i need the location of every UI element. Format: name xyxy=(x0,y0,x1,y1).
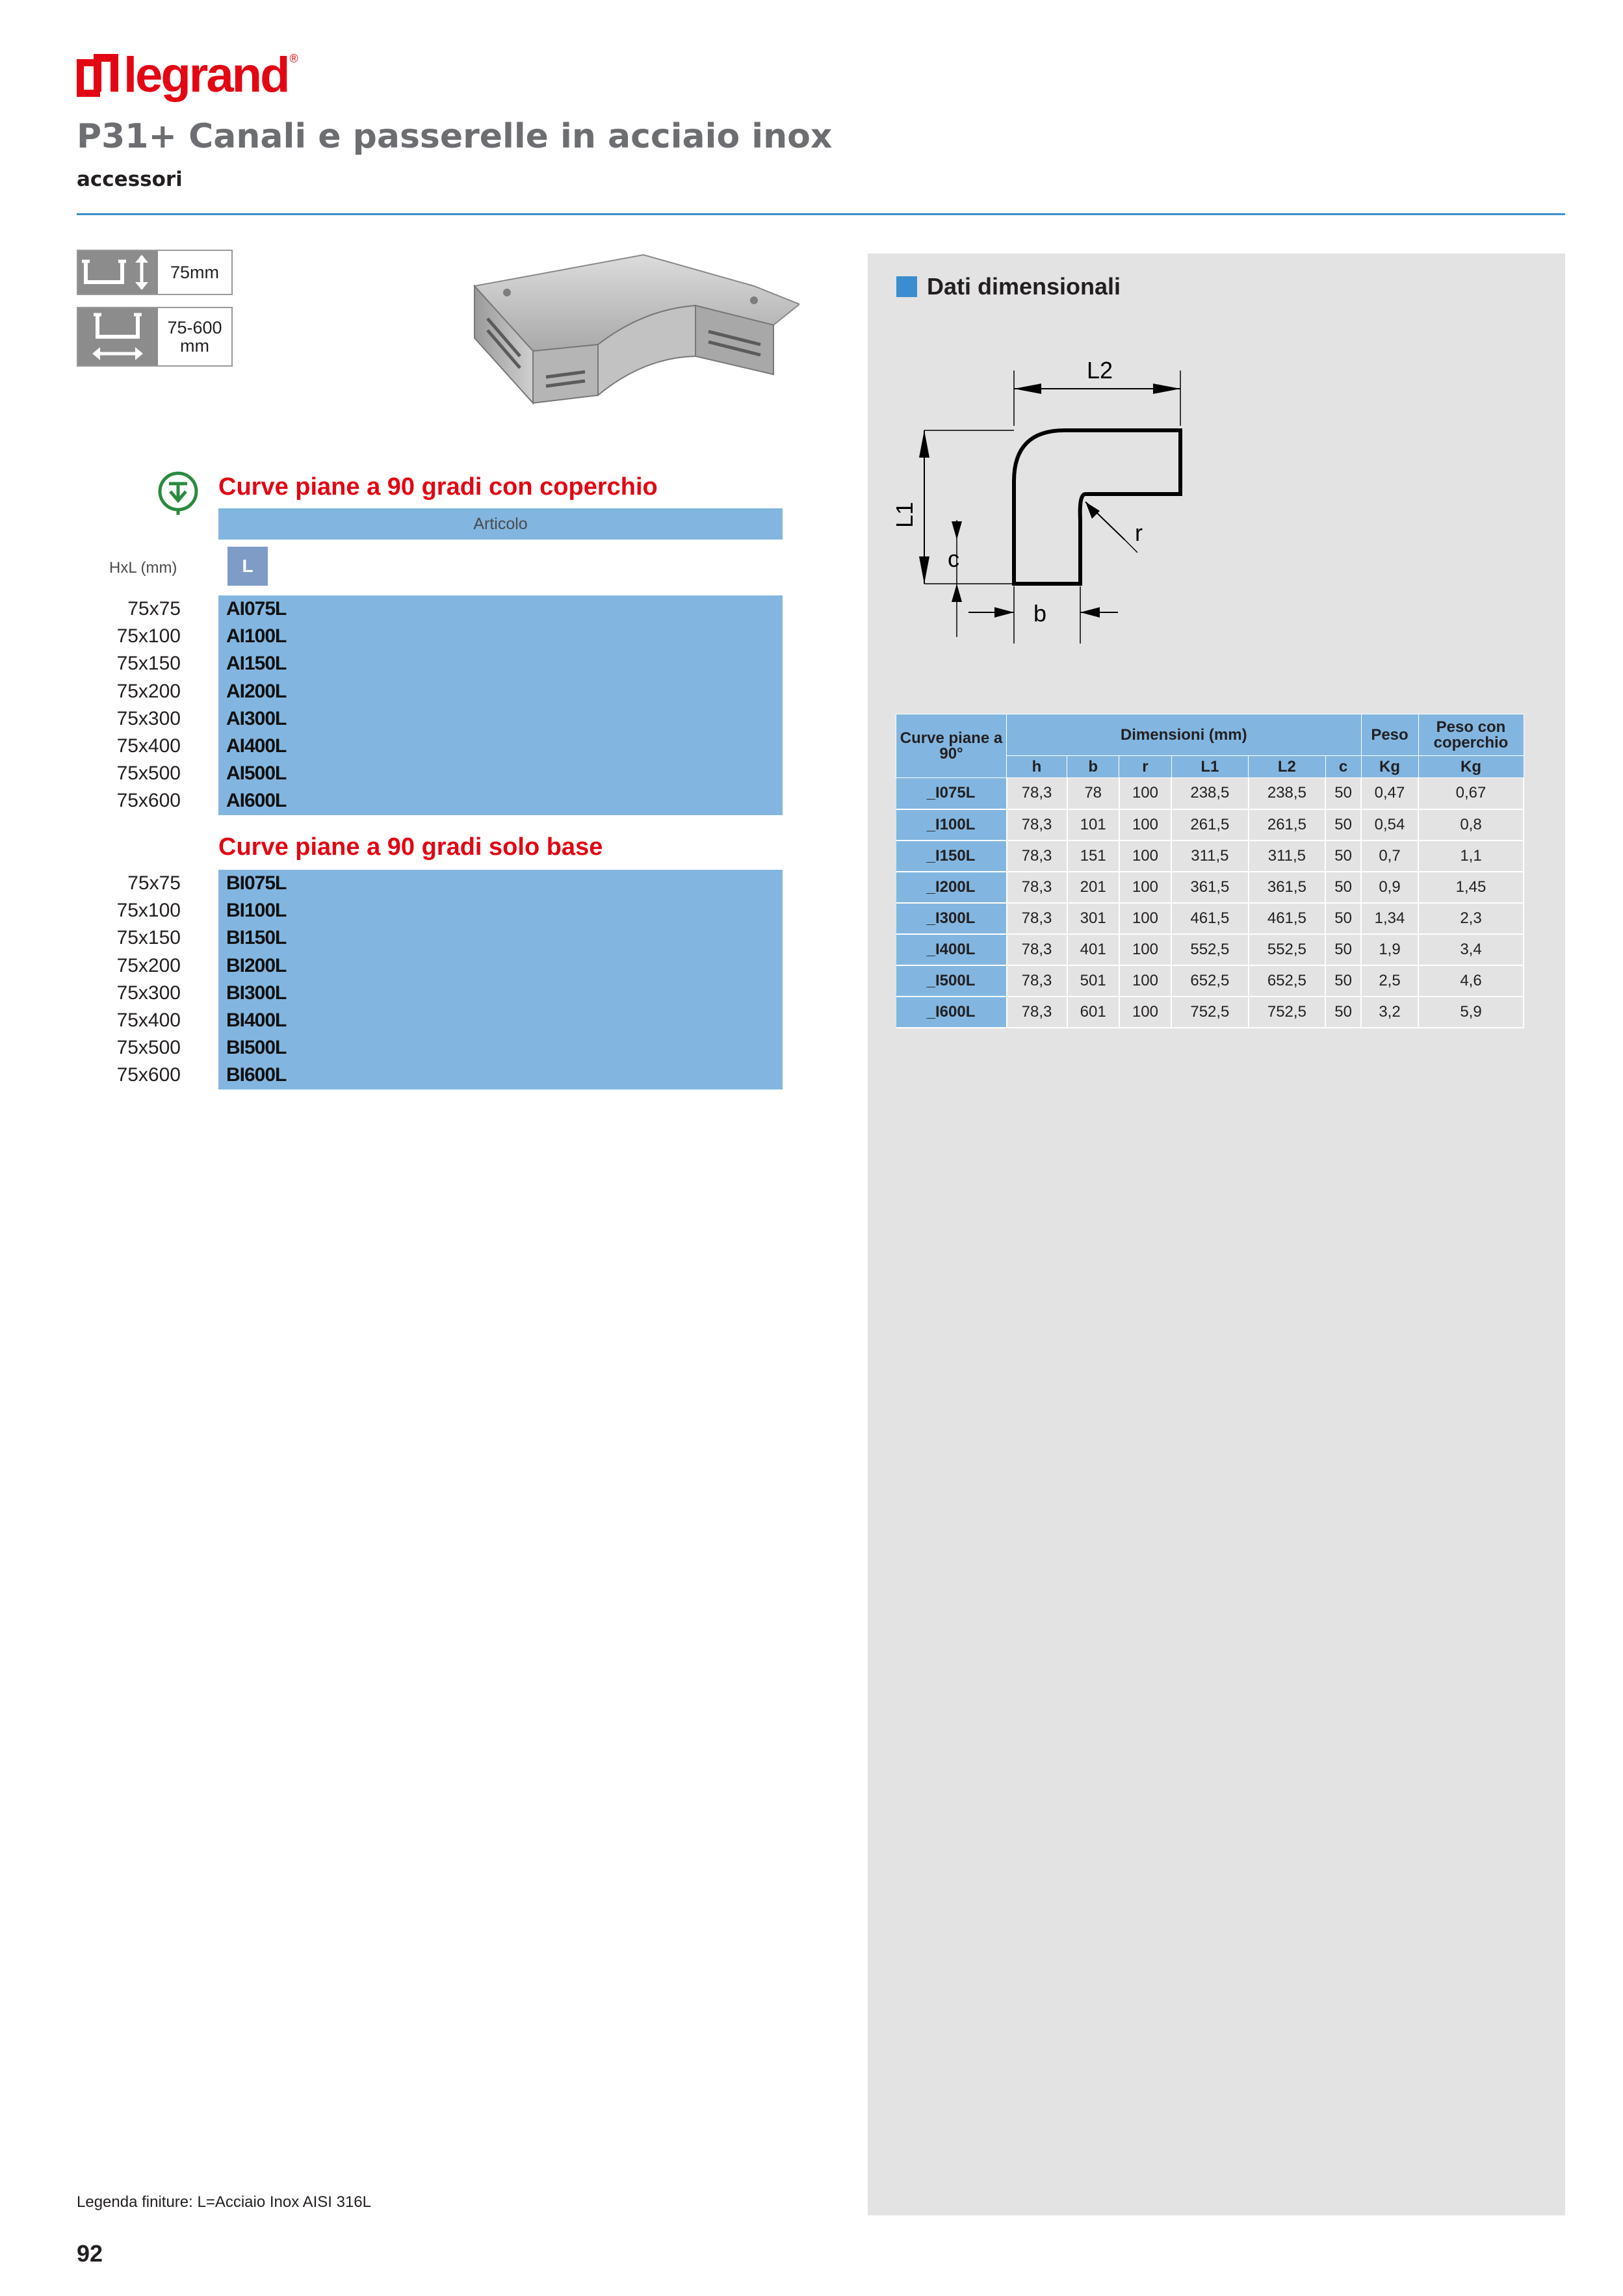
row-value-cell: 552,5 xyxy=(1249,934,1326,965)
size-cell: 75x400 xyxy=(116,1009,181,1031)
row-value-cell: 0,9 xyxy=(1361,872,1418,903)
row-value-cell: 50 xyxy=(1325,934,1361,965)
sub-header-c: c xyxy=(1325,756,1361,778)
row-value-cell: 100 xyxy=(1119,965,1171,997)
product-photo xyxy=(448,247,799,436)
sub-header-r: r xyxy=(1119,756,1171,778)
row-value-cell: 0,8 xyxy=(1418,809,1524,841)
article-code: BI300L xyxy=(226,982,287,1004)
size-cell: 75x75 xyxy=(127,872,181,894)
size-cell: 75x300 xyxy=(116,982,181,1004)
row-value-cell: 50 xyxy=(1325,997,1361,1028)
row-value-cell: 151 xyxy=(1067,841,1119,872)
row-value-cell: 552,5 xyxy=(1171,934,1249,965)
size-cell: 75x100 xyxy=(116,900,181,922)
article-code: BI100L xyxy=(226,900,287,922)
article-code: AI100L xyxy=(226,625,287,647)
row-value-cell: 78,3 xyxy=(1007,778,1067,809)
size-cell: 75x75 xyxy=(127,598,181,620)
section-title-base-only: Curve piane a 90 gradi solo base xyxy=(218,833,603,861)
row-value-cell: 3,4 xyxy=(1418,934,1524,965)
width-spec-value: 75-600 mm xyxy=(167,317,222,356)
sub-header-l1: L1 xyxy=(1171,756,1249,778)
bend-dimension-diagram xyxy=(890,345,1202,657)
size-cell: 75x300 xyxy=(116,707,181,729)
label-r: r xyxy=(1135,519,1143,546)
row-value-cell: 78,3 xyxy=(1007,965,1067,997)
row-value-cell: 0,67 xyxy=(1418,778,1524,809)
sub-header-kg-cover: Kg xyxy=(1418,756,1524,778)
legrand-logo xyxy=(77,49,298,101)
page-number: 92 xyxy=(77,2240,103,2267)
row-value-cell: 50 xyxy=(1325,903,1361,934)
codes-list-with-cover xyxy=(218,595,783,815)
row-value-cell: 461,5 xyxy=(1249,903,1326,934)
row-value-cell: 101 xyxy=(1067,809,1119,841)
row-value-cell: 50 xyxy=(1325,841,1361,872)
row-value-cell: 501 xyxy=(1067,965,1119,997)
article-code: BI500L xyxy=(226,1037,287,1059)
page-subtitle: accessori xyxy=(77,168,183,191)
finish-legend: Legenda finiture: L=Acciaio Inox AISI 316L xyxy=(77,2193,371,2211)
row-value-cell: 4,6 xyxy=(1418,965,1524,997)
row-value-cell: 652,5 xyxy=(1171,965,1249,997)
col-peso-header: Peso xyxy=(1361,714,1418,756)
size-cell: 75x200 xyxy=(116,680,181,702)
row-code-cell: _I300L xyxy=(896,903,1007,934)
table-row xyxy=(896,778,1524,809)
row-value-cell: 201 xyxy=(1067,872,1119,903)
row-value-cell: 401 xyxy=(1067,934,1119,965)
article-code: AI075L xyxy=(226,598,287,620)
row-value-cell: 238,5 xyxy=(1249,778,1326,809)
row-value-cell: 50 xyxy=(1325,965,1361,997)
row-value-cell: 3,2 xyxy=(1361,997,1418,1028)
header-divider xyxy=(77,213,1565,215)
row-value-cell: 100 xyxy=(1119,872,1171,903)
table-row xyxy=(896,809,1524,841)
row-value-cell: 361,5 xyxy=(1171,872,1249,903)
row-value-cell: 100 xyxy=(1119,997,1171,1028)
sizes-list-with-cover xyxy=(77,595,181,815)
article-code: BI150L xyxy=(226,927,287,949)
size-cell: 75x600 xyxy=(116,790,181,812)
row-code-cell: _I150L xyxy=(896,841,1007,872)
article-code: BI075L xyxy=(226,872,287,894)
height-spec-value: 75mm xyxy=(170,262,219,282)
article-code: AI300L xyxy=(226,707,287,729)
row-value-cell: 1,9 xyxy=(1361,934,1418,965)
row-value-cell: 752,5 xyxy=(1171,997,1249,1028)
article-code: AI200L xyxy=(226,680,287,702)
article-code: BI400L xyxy=(226,1009,287,1031)
height-spec-badge xyxy=(77,250,233,295)
row-value-cell: 2,3 xyxy=(1418,903,1524,934)
row-value-cell: 100 xyxy=(1119,778,1171,809)
row-value-cell: 78,3 xyxy=(1007,934,1067,965)
size-cell: 75x150 xyxy=(116,653,181,675)
row-value-cell: 601 xyxy=(1067,997,1119,1028)
hxl-label: HxL (mm) xyxy=(109,559,177,577)
size-cell: 75x150 xyxy=(116,927,181,949)
size-cell: 75x200 xyxy=(116,954,181,976)
row-value-cell: 1,34 xyxy=(1361,903,1418,934)
size-cell: 75x100 xyxy=(116,625,181,647)
label-l2: L2 xyxy=(1087,357,1113,384)
article-code: AI150L xyxy=(226,653,287,675)
row-code-cell: _I500L xyxy=(896,965,1007,997)
table-row xyxy=(896,934,1524,965)
row-value-cell: 78,3 xyxy=(1007,809,1067,841)
article-code: BI600L xyxy=(226,1064,287,1086)
row-value-cell: 50 xyxy=(1325,809,1361,841)
row-value-cell: 100 xyxy=(1119,934,1171,965)
row-code-cell: _I200L xyxy=(896,872,1007,903)
size-cell: 75x600 xyxy=(116,1064,181,1086)
row-value-cell: 1,1 xyxy=(1418,841,1524,872)
row-code-cell: _I400L xyxy=(896,934,1007,965)
row-value-cell: 261,5 xyxy=(1171,809,1249,841)
row-value-cell: 301 xyxy=(1067,903,1119,934)
row-code-cell: _I600L xyxy=(896,997,1007,1028)
width-spec-badge xyxy=(77,307,233,367)
row-value-cell: 100 xyxy=(1119,809,1171,841)
table-row xyxy=(896,997,1524,1028)
sub-header-l2: L2 xyxy=(1249,756,1326,778)
row-code-cell: _I100L xyxy=(896,809,1007,841)
height-icon xyxy=(78,251,158,294)
article-code: AI500L xyxy=(226,763,287,785)
row-value-cell: 78,3 xyxy=(1007,872,1067,903)
page-title: P31+ Canali e passerelle in acciaio inox xyxy=(77,117,833,156)
row-value-cell: 1,45 xyxy=(1418,872,1524,903)
label-c: c xyxy=(948,545,959,572)
width-icon xyxy=(78,308,158,365)
brand-name: legrand xyxy=(123,47,289,103)
legrand-logo-mark xyxy=(77,54,118,97)
codes-list-base-only xyxy=(218,870,783,1089)
section-title-with-cover: Curve piane a 90 gradi con coperchio xyxy=(218,473,658,501)
row-value-cell: 2,5 xyxy=(1361,965,1418,997)
article-code: AI400L xyxy=(226,735,287,757)
sub-header-b: b xyxy=(1067,756,1119,778)
row-value-cell: 100 xyxy=(1119,903,1171,934)
row-value-cell: 100 xyxy=(1119,841,1171,872)
section-marker xyxy=(896,276,917,297)
size-cell: 75x400 xyxy=(116,735,181,757)
col-dimensioni-header: Dimensioni (mm) xyxy=(1007,714,1362,756)
col-curve-header: Curve piane a 90° xyxy=(896,714,1007,778)
row-code-cell: _I075L xyxy=(896,778,1007,809)
row-value-cell: 311,5 xyxy=(1249,841,1326,872)
certification-icon xyxy=(155,469,201,516)
articolo-header: Articolo xyxy=(218,508,783,540)
row-value-cell: 0,54 xyxy=(1361,809,1418,841)
sub-header-h: h xyxy=(1007,756,1067,778)
row-value-cell: 78,3 xyxy=(1007,997,1067,1028)
finish-badge: L xyxy=(227,547,268,586)
size-cell: 75x500 xyxy=(116,763,181,785)
article-code: AI600L xyxy=(226,790,287,812)
article-code: BI200L xyxy=(226,954,287,976)
row-value-cell: 0,47 xyxy=(1361,778,1418,809)
label-b: b xyxy=(1033,600,1047,627)
size-cell: 75x500 xyxy=(116,1037,181,1059)
row-value-cell: 652,5 xyxy=(1249,965,1326,997)
row-value-cell: 311,5 xyxy=(1171,841,1249,872)
table-row xyxy=(896,841,1524,872)
table-row xyxy=(896,965,1524,997)
row-value-cell: 78 xyxy=(1067,778,1119,809)
label-l1: L1 xyxy=(891,501,918,528)
row-value-cell: 752,5 xyxy=(1249,997,1326,1028)
row-value-cell: 261,5 xyxy=(1249,809,1326,841)
row-value-cell: 50 xyxy=(1325,778,1361,809)
dati-dimensionali-title: Dati dimensionali xyxy=(927,273,1121,300)
row-value-cell: 78,3 xyxy=(1007,903,1067,934)
row-value-cell: 5,9 xyxy=(1418,997,1524,1028)
dimensions-table xyxy=(896,714,1524,1028)
sizes-list-base-only xyxy=(77,870,181,1089)
col-peso-coperchio-header: Peso con coperchio xyxy=(1418,714,1524,756)
table-row xyxy=(896,903,1524,934)
row-value-cell: 361,5 xyxy=(1249,872,1326,903)
row-value-cell: 238,5 xyxy=(1171,778,1249,809)
table-row xyxy=(896,872,1524,903)
registered-mark: ® xyxy=(289,52,298,65)
sub-header-kg: Kg xyxy=(1361,756,1418,778)
row-value-cell: 0,7 xyxy=(1361,841,1418,872)
row-value-cell: 50 xyxy=(1325,872,1361,903)
row-value-cell: 461,5 xyxy=(1171,903,1249,934)
row-value-cell: 78,3 xyxy=(1007,841,1067,872)
